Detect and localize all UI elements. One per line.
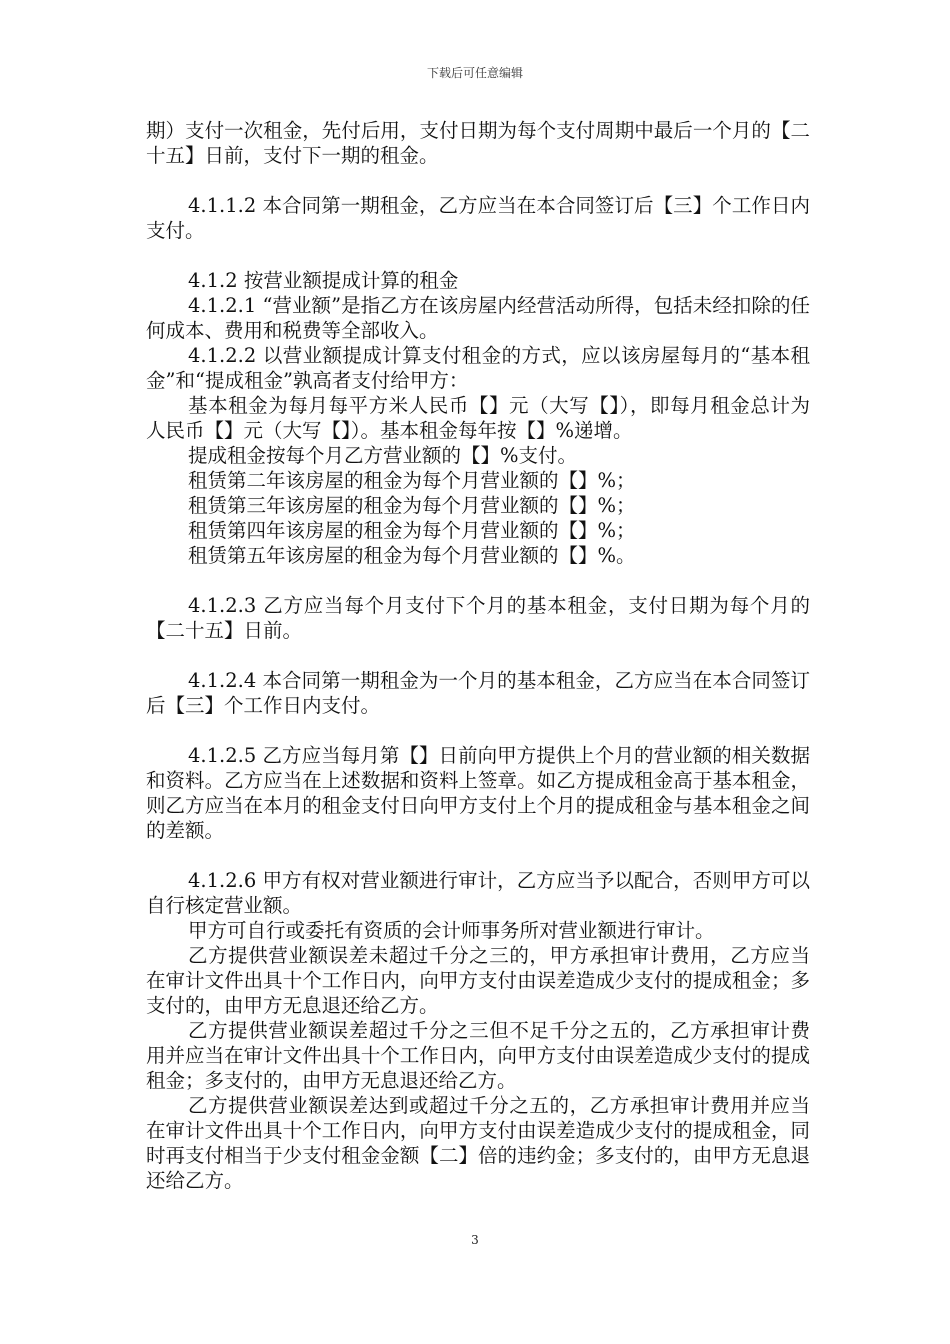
paragraph-spacer — [146, 243, 810, 268]
paragraph: 乙方提供营业额误差达到或超过千分之五的，乙方承担审计费用并应当在审计文件出具十个工作日内，向甲方支付由误差造成少支付的提成租金，同时再支付相当于少支付租金金额【二】倍的违约金；多支付的，由甲方无息退还给乙方。 — [146, 1094, 810, 1192]
paragraph: 租赁第二年该房屋的租金为每个月营业额的【】%； — [188, 469, 636, 492]
paragraph: 期）支付一次租金，先付后用，支付日期为每个支付周期中最后一个月的【二十五】日前，支付下一期的租金。 — [146, 119, 810, 167]
paragraph: 租赁第五年该房屋的租金为每个月营业额的【】%。 — [188, 544, 636, 567]
paragraph: 4.1.2 按营业额提成计算的租金 — [188, 269, 459, 292]
paragraph: 4.1.2.6 甲方有权对营业额进行审计，乙方应当予以配合，否则甲方可以自行核定营业额。 — [146, 869, 810, 917]
paragraph-spacer — [146, 718, 810, 743]
paragraph: 乙方提供营业额误差未超过千分之三的，甲方承担审计费用，乙方应当在审计文件出具十个工作日内，向甲方支付由误差造成少支付的提成租金；多支付的，由甲方无息退还给乙方。 — [146, 944, 810, 1017]
paragraph-spacer — [146, 568, 810, 593]
paragraph: 4.1.2.5 乙方应当每月第【】日前向甲方提供上个月的营业额的相关数据和资料。乙方应当在上述数据和资料上签章。如乙方提成租金高于基本租金，则乙方应当在本月的租金支付日向甲方支付上个月的提成租金与基本租金之间的差额。 — [146, 744, 810, 842]
paragraph: 提成租金按每个月乙方营业额的【】%支付。 — [188, 444, 578, 467]
paragraph: 4.1.2.2 以营业额提成计算支付租金的方式，应以该房屋每月的“基本租金”和“提成租金”孰高者支付给甲方： — [146, 344, 810, 392]
paragraph-spacer — [146, 843, 810, 868]
paragraph: 4.1.1.2 本合同第一期租金，乙方应当在本合同签订后【三】个工作日内支付。 — [146, 194, 810, 242]
paragraph: 基本租金为每月每平方米人民币【】元（大写【】），即每月租金总计为人民币【】元（大写【】）。基本租金每年按【】%递增。 — [146, 394, 810, 442]
paragraph: 租赁第三年该房屋的租金为每个月营业额的【】%； — [188, 494, 636, 517]
paragraph: 4.1.2.1 “营业额”是指乙方在该房屋内经营活动所得，包括未经扣除的任何成本、费用和税费等全部收入。 — [146, 294, 810, 342]
paragraph: 租赁第四年该房屋的租金为每个月营业额的【】%； — [188, 519, 636, 542]
paragraph: 甲方可自行或委托有资质的会计师事务所对营业额进行审计。 — [188, 919, 715, 942]
paragraph: 4.1.2.3 乙方应当每个月支付下个月的基本租金，支付日期为每个月的【二十五】日前。 — [146, 594, 810, 642]
document-body — [146, 118, 810, 1193]
paragraph: 4.1.2.4 本合同第一期租金为一个月的基本租金，乙方应当在本合同签订后【三】个工作日内支付。 — [146, 669, 810, 717]
page-header: 下载后可任意编辑 — [426, 66, 523, 80]
page-number: 3 — [471, 1233, 479, 1247]
paragraph: 乙方提供营业额误差超过千分之三但不足千分之五的，乙方承担审计费用并应当在审计文件出具十个工作日内，向甲方支付由误差造成少支付的提成租金；多支付的，由甲方无息退还给乙方。 — [146, 1019, 810, 1092]
paragraph-spacer — [146, 643, 810, 668]
paragraph-spacer — [146, 168, 810, 193]
